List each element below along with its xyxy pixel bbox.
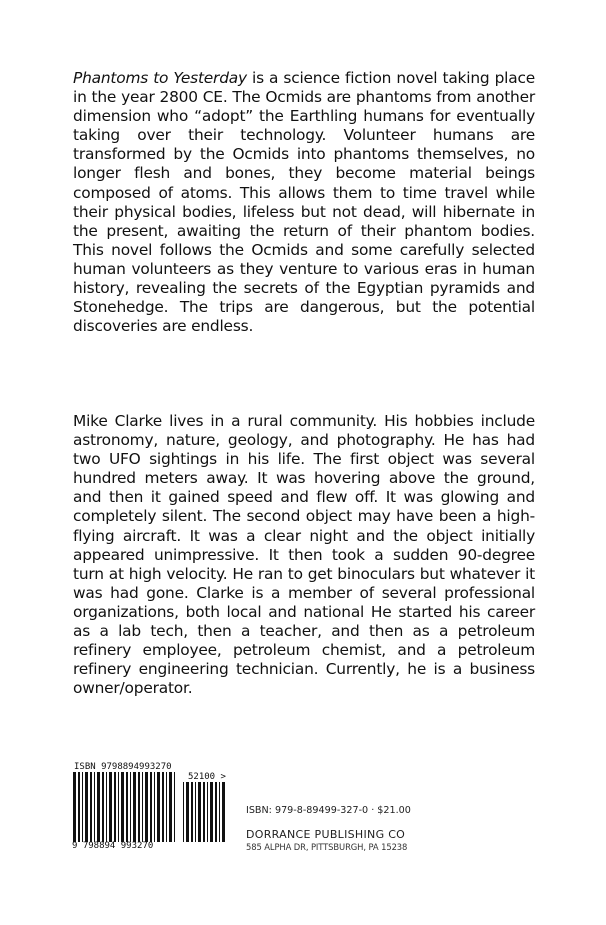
- barcode-bar: [109, 772, 112, 842]
- book-title: Phantoms to Yesterday: [73, 69, 247, 87]
- barcode-bar: [150, 772, 152, 842]
- synopsis-paragraph: [73, 69, 535, 336]
- barcode-bar: [215, 782, 217, 842]
- barcode-bar: [203, 782, 205, 842]
- barcode-bar: [78, 772, 80, 842]
- barcode-bar: [102, 772, 104, 842]
- barcode-bar: [133, 772, 136, 842]
- barcode-bar: [210, 782, 213, 842]
- barcode-bar: [162, 772, 164, 842]
- synopsis-text: is a science fiction novel taking place in the year 2800 CE. The Ocmids are phantoms from another dimension who “adopt” the Earthling humans for eventually taking over their technology. Volunteer humans are transformed by the Ocmids into phantoms themselves, no longer flesh and bones, they become material beings composed of atoms. This allows them to time travel while their physical bodies, lifeless but not dead, will hibernate in the present, awaiting the return of their phantom bodies. This novel follows the Ocmids and some carefully selected human volunteers as they venture to various eras in human history, revealing the secrets of the Egyptian pyramids and Stonehedge. The trips are dangerous, but the potential discoveries are endless.: [73, 69, 535, 336]
- isbn-price-line: ISBN: 979-8-89499-327-0 · $21.00: [246, 805, 411, 816]
- barcode-bar: [85, 772, 88, 842]
- barcode-price-code: 52100 >: [188, 772, 226, 782]
- barcode-bar: [126, 772, 128, 842]
- barcode-bar: [195, 782, 196, 842]
- author-bio-paragraph: Mike Clarke lives in a rural community. His hobbies include astronomy, nature, geology, and photography. He has had two UFO sightings in his life. The first object was several hundred meters away. It was hovering above the ground, and then it gained speed and flew off. It was glowing and completely silent. The second object may have been a high-flying aircraft. It was a clear night and the object initially appeared unimpressive. It then took a sudden 90-degree turn at high velocity. He ran to get binoculars but whatever it was had gone. Clarke is a member of several professional organizations, both local and national He started his career as a lab tech, then a teacher, and then as a petroleum refinery employee, petroleum chemist, and a petroleum refinery engineering technician. Currently, he is a business owner/operator.: [73, 412, 535, 698]
- barcode-bar: [154, 772, 155, 842]
- barcode-bar: [97, 772, 100, 842]
- barcode-bar: [73, 772, 76, 842]
- barcode-bar: [114, 772, 116, 842]
- barcode-bar: [166, 772, 167, 842]
- barcode-bar: [198, 782, 201, 842]
- publisher-name: DORRANCE PUBLISHING CO: [246, 828, 406, 841]
- barcode-bar: [82, 772, 83, 842]
- barcode-bar: [186, 782, 189, 842]
- barcode-bar: [145, 772, 148, 842]
- barcode-digits: 9 798894 993270: [72, 841, 154, 851]
- barcode-bar: [183, 782, 184, 842]
- barcode-bar: [130, 772, 131, 842]
- barcode-bar: [174, 772, 175, 842]
- barcode-bar: [138, 772, 140, 842]
- barcode-bar: [222, 782, 225, 842]
- barcode-bars-main: [72, 772, 176, 842]
- barcode-bars-addon: [182, 782, 226, 842]
- barcode-bar: [169, 772, 172, 842]
- barcode-bar: [90, 772, 92, 842]
- barcode-bar: [157, 772, 160, 842]
- barcode-isbn-label: ISBN 9798894993270: [74, 762, 172, 772]
- isbn-barcode: [72, 762, 226, 852]
- barcode-bar: [94, 772, 95, 842]
- publisher-block: [246, 805, 411, 852]
- barcode-bar: [207, 782, 208, 842]
- publisher-address: 585 ALPHA DR, PITTSBURGH, PA 15238: [246, 842, 408, 852]
- barcode-bar: [118, 772, 119, 842]
- barcode-bar: [106, 772, 107, 842]
- barcode-bar: [219, 782, 220, 842]
- barcode-bar: [191, 782, 193, 842]
- barcode-bar: [121, 772, 124, 842]
- barcode-bar: [142, 772, 143, 842]
